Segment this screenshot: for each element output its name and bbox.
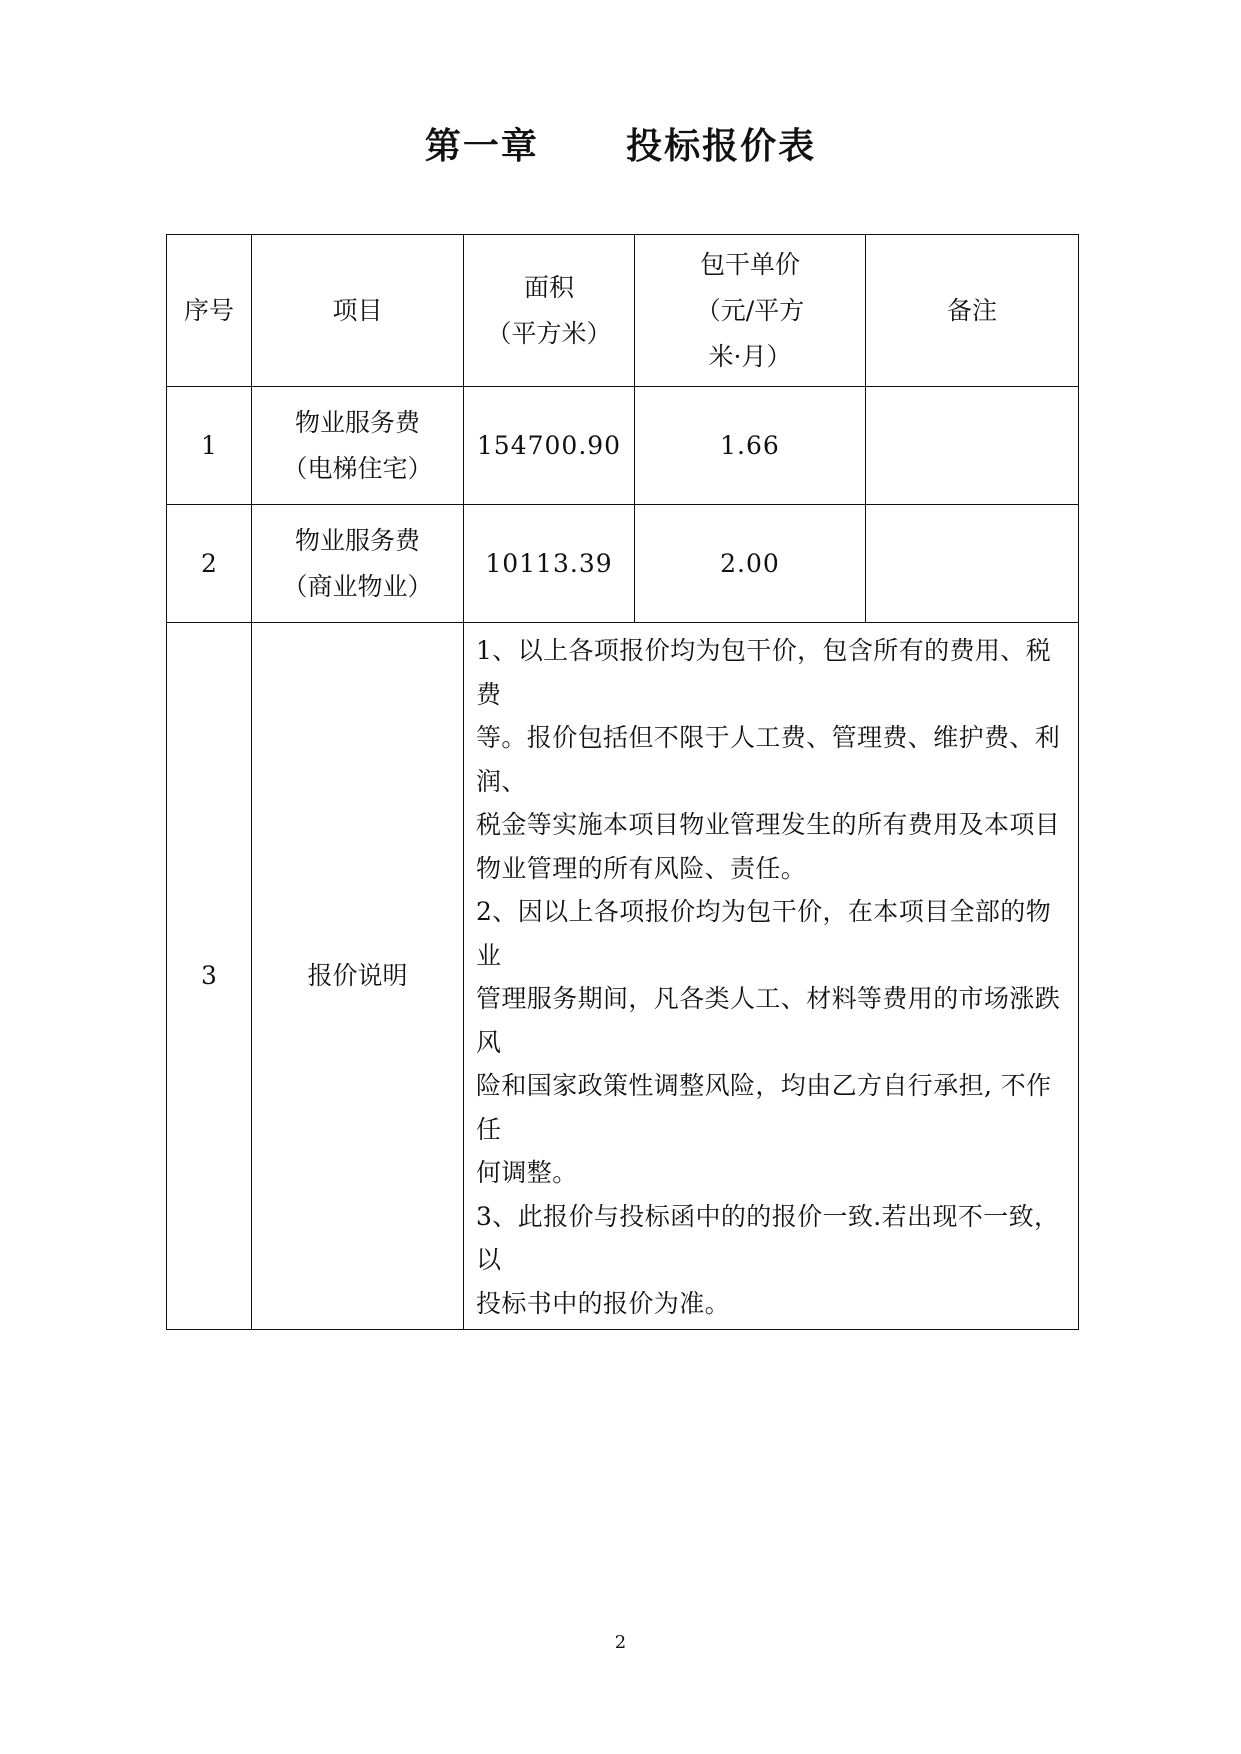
cell-item [252,387,464,505]
note-line: 税金等实施本项目物业管理发生的所有费用及本项目 [476,810,1061,839]
header-price-line: 包干单价 [699,249,800,279]
cell-notes-label: 报价说明 [252,623,464,1330]
table-row [167,505,1079,623]
note-line: 管理服务期间，凡各类人工、材料等费用的市场涨跌风 [476,984,1061,1057]
cell-seq: 1 [167,387,252,505]
page-title: 第一章 投标报价表 [424,126,817,167]
note-line: 物业管理的所有风险、责任。 [476,853,807,883]
header-price [635,235,866,387]
cell-item [252,505,464,623]
header-remark: 备注 [866,235,1079,387]
header-seq: 序号 [167,235,252,387]
cell-item-line: （商业物业） [282,571,433,601]
cell-remark [866,387,1079,505]
header-item: 项目 [252,235,464,387]
cell-item-line: 物业服务费 [294,525,420,555]
cell-item-line: （电梯住宅） [282,453,433,483]
cell-notes-text [464,623,1079,1330]
note-line: 等。报价包括但不限于人工费、管理费、维护费、利润、 [476,723,1061,796]
quote-table [166,234,1079,1330]
note-line: 2、因以上各项报价均为包干价，在本项目全部的物业 [476,897,1052,970]
header-area-line: （平方米） [486,318,612,348]
note-line: 1、以上各项报价均为包干价，包含所有的费用、税费 [476,636,1052,709]
note-line: 3、此报价与投标函中的的报价一致.若出现不一致，以 [476,1201,1060,1274]
page-number: 2 [614,1632,627,1653]
cell-price: 2.00 [635,505,866,623]
header-area-line: 面积 [523,272,574,302]
note-line: 险和国家政策性调整风险，均由乙方自行承担, 不作任 [476,1071,1052,1144]
header-price-line: （元/平方 [695,295,805,325]
cell-area: 154700.90 [464,387,635,505]
table-row-notes [167,623,1079,1330]
cell-price: 1.66 [635,387,866,505]
cell-item-line: 物业服务费 [294,407,420,437]
cell-area: 10113.39 [464,505,635,623]
table-header-row [167,235,1079,387]
note-line: 何调整。 [476,1158,578,1187]
header-area [464,235,635,387]
header-price-line: 米·月） [708,341,792,371]
cell-seq: 3 [167,623,252,1330]
note-line: 投标书中的报价为准。 [476,1288,731,1318]
cell-seq: 2 [167,505,252,623]
table-row [167,387,1079,505]
cell-remark [866,505,1079,623]
